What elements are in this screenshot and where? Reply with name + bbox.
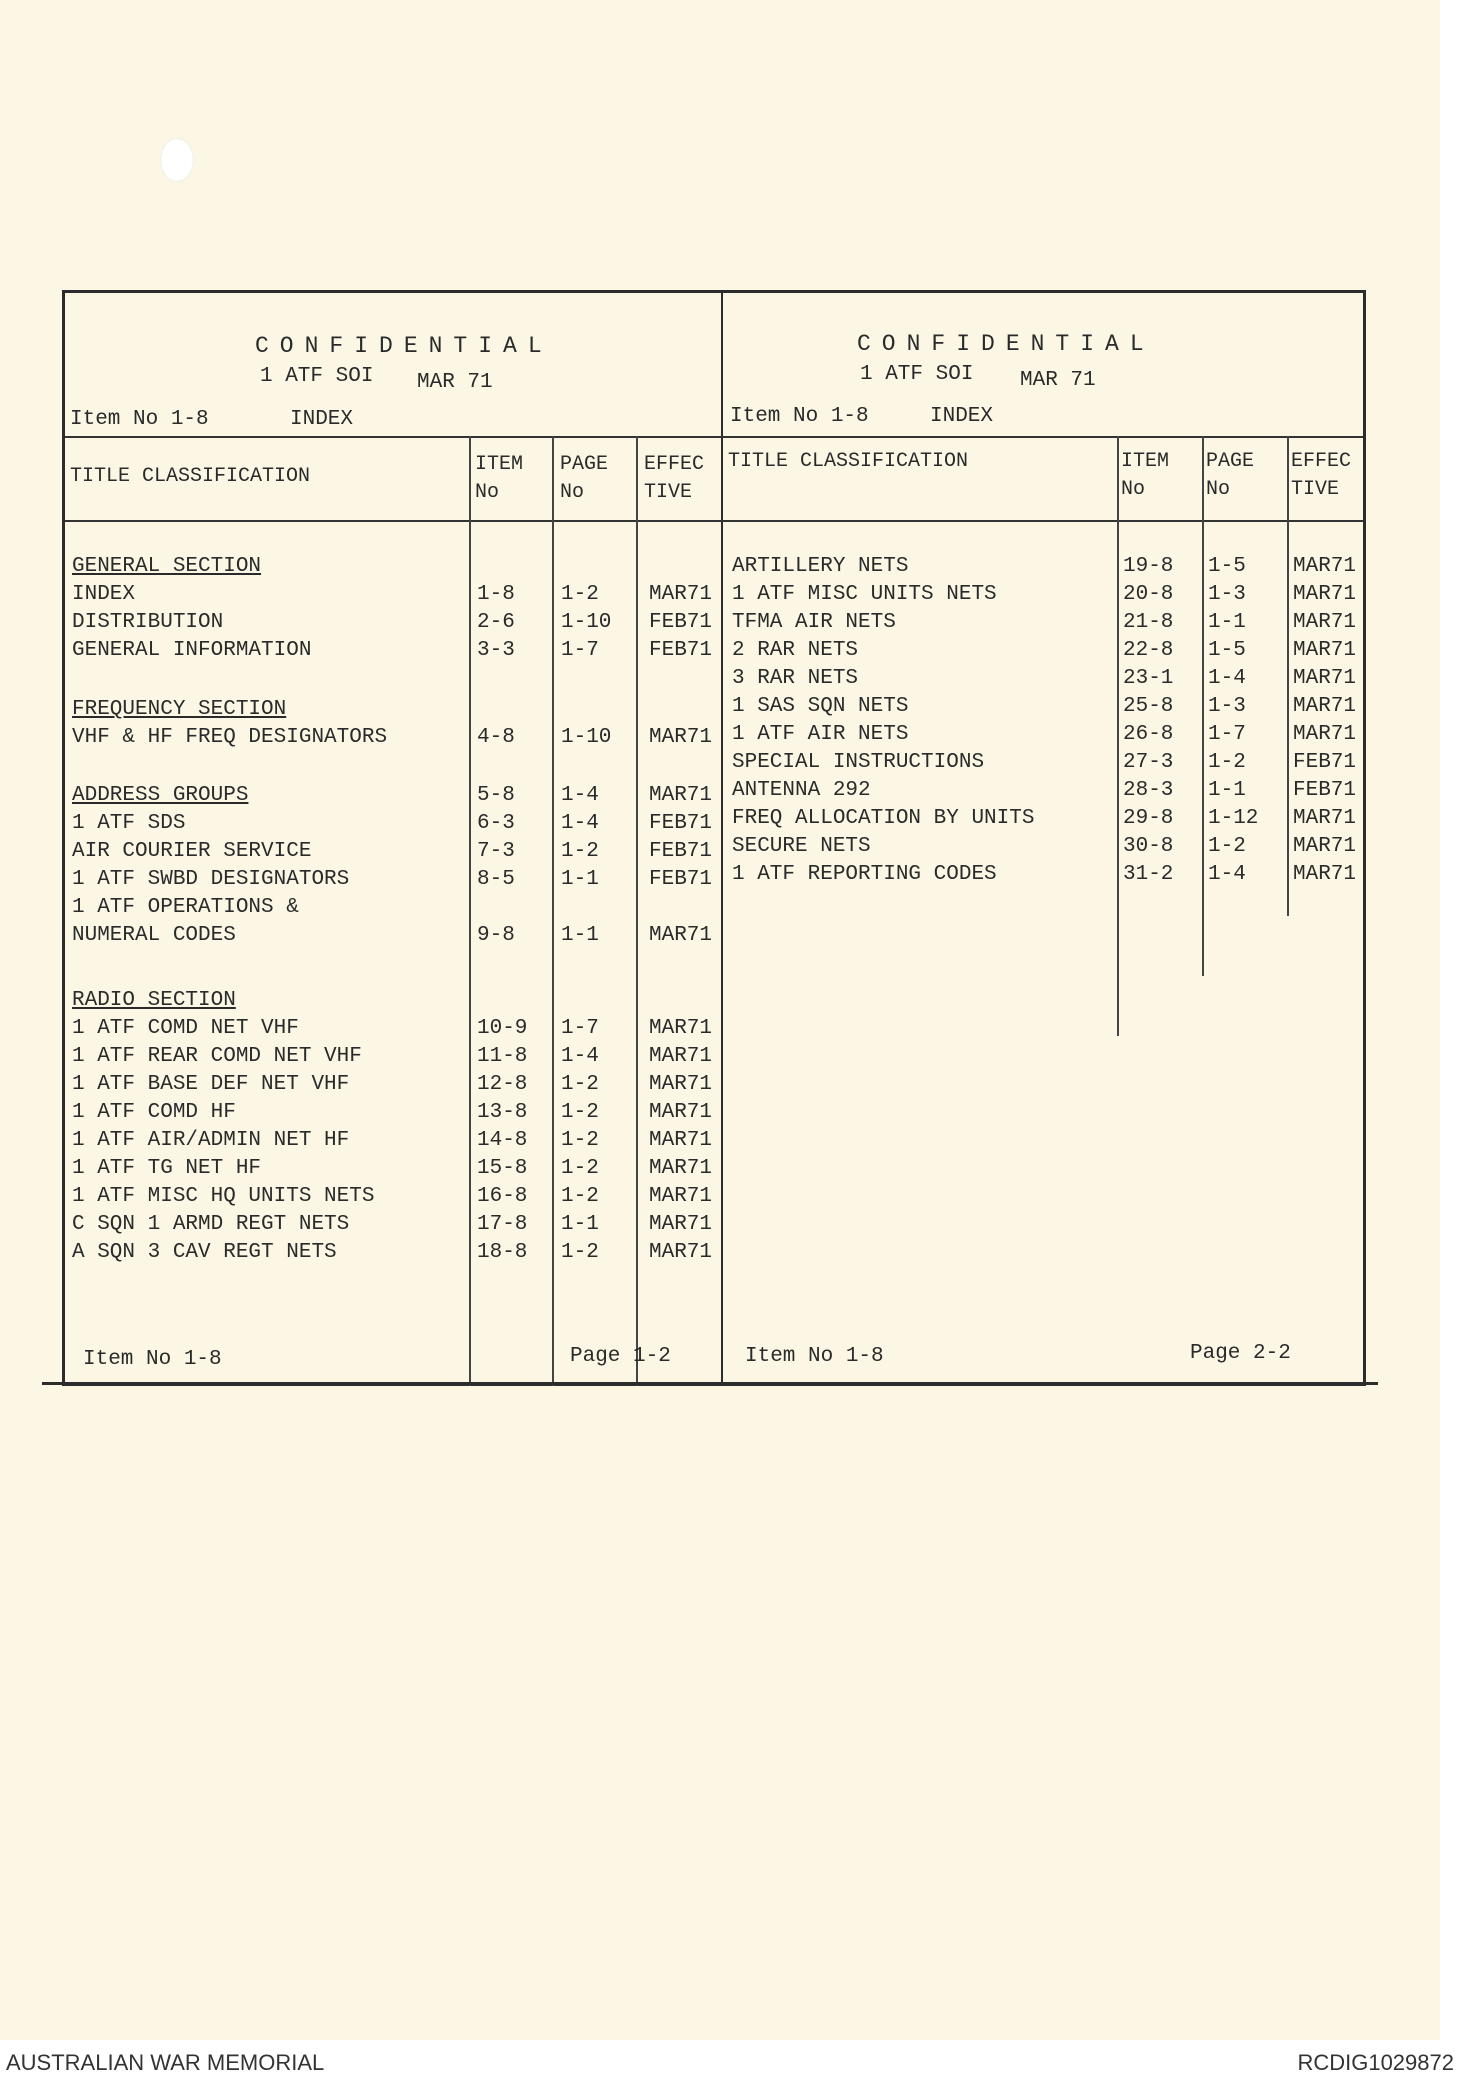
- row-page: 1-1: [1208, 779, 1246, 802]
- table-row: [65, 555, 1363, 583]
- row-item: 20-8: [1123, 583, 1174, 606]
- right-index-label: INDEX: [930, 405, 994, 428]
- row-eff: MAR71: [649, 924, 713, 947]
- row-title: 1 SAS SQN NETS: [732, 695, 909, 718]
- row-title: FREQ ALLOCATION BY UNITS: [732, 807, 1035, 830]
- row-page: 1-5: [1208, 639, 1246, 662]
- table-row: [65, 896, 1363, 924]
- row-eff: FEB71: [1293, 779, 1357, 802]
- row-page: 1-1: [561, 868, 599, 891]
- row-item: 9-8: [477, 924, 515, 947]
- row-page: 1-1: [561, 924, 599, 947]
- row-item: 5-8: [477, 784, 515, 807]
- row-title: 1 ATF REPORTING CODES: [732, 863, 997, 886]
- row-title: SECURE NETS: [732, 835, 871, 858]
- row-eff: MAR71: [649, 1045, 713, 1068]
- row-title: 1 ATF SWBD DESIGNATORS: [72, 868, 350, 891]
- row-title: 1 ATF AIR/ADMIN NET HF: [72, 1129, 350, 1152]
- row-item: 11-8: [477, 1045, 528, 1068]
- right-col-page-header: PAGE No: [1206, 450, 1255, 501]
- row-eff: FEB71: [649, 812, 713, 835]
- row-title: 1 ATF MISC UNITS NETS: [732, 583, 997, 606]
- row-eff: MAR71: [649, 1213, 713, 1236]
- row-title: 1 ATF OPERATIONS &: [72, 896, 299, 919]
- row-page: 1-2: [561, 583, 599, 606]
- row-item: 21-8: [1123, 611, 1174, 634]
- row-item: 17-8: [477, 1213, 528, 1236]
- row-eff: MAR71: [1293, 723, 1357, 746]
- row-title: GENERAL INFORMATION: [72, 639, 312, 662]
- row-eff: MAR71: [649, 1101, 713, 1124]
- table-row: [65, 611, 1363, 639]
- row-item: 30-8: [1123, 835, 1174, 858]
- row-page: 1-12: [1208, 807, 1259, 830]
- row-eff: MAR71: [649, 726, 713, 749]
- punch-hole: [160, 138, 194, 182]
- row-eff: MAR71: [1293, 807, 1357, 830]
- row-item: 8-5: [477, 868, 515, 891]
- row-page: 1-10: [561, 611, 612, 634]
- right-footer-page: Page 2-2: [1190, 1342, 1291, 1365]
- header-rule: [65, 436, 1363, 438]
- row-title: VHF & HF FREQ DESIGNATORS: [72, 726, 388, 749]
- row-page: 1-2: [561, 1073, 599, 1096]
- row-eff: MAR71: [649, 1185, 713, 1208]
- row-item: 12-8: [477, 1073, 528, 1096]
- row-page: 1-3: [1208, 583, 1246, 606]
- table-row: [65, 1129, 1363, 1157]
- row-title: DISTRIBUTION: [72, 611, 224, 634]
- row-eff: FEB71: [649, 611, 713, 634]
- column-header-rule: [65, 520, 1363, 522]
- table-row: [65, 639, 1363, 667]
- table-row: [65, 1017, 1363, 1045]
- row-eff: MAR71: [649, 1157, 713, 1180]
- table-row: [65, 989, 1363, 1017]
- table-row: [65, 1241, 1363, 1269]
- row-item: 19-8: [1123, 555, 1174, 578]
- table-row: [65, 835, 1363, 863]
- left-col-effective-header: EFFEC TIVE: [644, 453, 705, 504]
- row-title: 1 ATF COMD NET VHF: [72, 1017, 299, 1040]
- row-page: 1-2: [561, 1101, 599, 1124]
- left-footer-item: Item No 1-8: [83, 1348, 222, 1371]
- row-page: 1-3: [1208, 695, 1246, 718]
- row-item: 10-9: [477, 1017, 528, 1040]
- archive-footer: [0, 2040, 1464, 2082]
- row-title: AIR COURIER SERVICE: [72, 840, 312, 863]
- archive-ref: RCDIG1029872: [1297, 2050, 1454, 2075]
- row-eff: MAR71: [1293, 863, 1357, 886]
- table-row: [65, 751, 1363, 779]
- row-page: 1-10: [561, 726, 612, 749]
- row-title: 3 RAR NETS: [732, 667, 859, 690]
- row-eff: MAR71: [649, 1017, 713, 1040]
- right-subtitle: 1 ATF SOI: [860, 363, 974, 386]
- row-eff: MAR71: [649, 1073, 713, 1096]
- row-item: 3-3: [477, 639, 515, 662]
- table-row: [65, 779, 1363, 807]
- row-item: 16-8: [477, 1185, 528, 1208]
- row-title: 1 ATF BASE DEF NET VHF: [72, 1073, 350, 1096]
- row-eff: MAR71: [1293, 695, 1357, 718]
- row-eff: MAR71: [649, 1129, 713, 1152]
- row-eff: MAR71: [1293, 583, 1357, 606]
- row-page: 1-4: [561, 784, 599, 807]
- table-row: [65, 583, 1363, 611]
- row-eff: FEB71: [649, 868, 713, 891]
- section-heading: ADDRESS GROUPS: [72, 784, 249, 807]
- row-eff: MAR71: [1293, 667, 1357, 690]
- row-page: 1-7: [561, 639, 599, 662]
- row-title: 2 RAR NETS: [732, 639, 859, 662]
- right-col-title-header: TITLE CLASSIFICATION: [728, 450, 969, 473]
- row-eff: MAR71: [649, 1241, 713, 1264]
- row-page: 1-4: [561, 812, 599, 835]
- row-eff: MAR71: [1293, 639, 1357, 662]
- row-page: 1-2: [561, 1157, 599, 1180]
- row-title: A SQN 3 CAV REGT NETS: [72, 1241, 337, 1264]
- row-eff: MAR71: [649, 784, 713, 807]
- row-page: 1-2: [1208, 751, 1246, 774]
- row-page: 1-4: [1208, 863, 1246, 886]
- row-item: 1-8: [477, 583, 515, 606]
- section-heading: GENERAL SECTION: [72, 555, 262, 578]
- table-row: [65, 723, 1363, 751]
- row-item: 18-8: [477, 1241, 528, 1264]
- row-page: 1-1: [1208, 611, 1246, 634]
- table-row: [65, 1045, 1363, 1073]
- table-row: [65, 807, 1363, 835]
- row-item: 2-6: [477, 611, 515, 634]
- row-eff: FEB71: [1293, 751, 1357, 774]
- row-title: INDEX: [72, 583, 136, 606]
- table-row: [65, 695, 1363, 723]
- row-item: 28-3: [1123, 779, 1174, 802]
- row-item: 23-1: [1123, 667, 1174, 690]
- row-title: 1 ATF MISC HQ UNITS NETS: [72, 1185, 375, 1208]
- row-item: 15-8: [477, 1157, 528, 1180]
- row-page: 1-4: [1208, 667, 1246, 690]
- table-row: [65, 1101, 1363, 1129]
- row-page: 1-2: [561, 840, 599, 863]
- row-page: 1-2: [561, 1129, 599, 1152]
- archive-source: AUSTRALIAN WAR MEMORIAL: [6, 2050, 325, 2075]
- row-item: 7-3: [477, 840, 515, 863]
- table-row: [65, 1213, 1363, 1241]
- right-col-effective-header: EFFEC TIVE: [1291, 450, 1352, 501]
- table-row: [65, 924, 1363, 952]
- left-item-ref: Item No 1-8: [70, 408, 209, 431]
- row-eff: FEB71: [649, 840, 713, 863]
- left-index-label: INDEX: [290, 408, 354, 431]
- row-page: 1-2: [1208, 835, 1246, 858]
- row-item: 25-8: [1123, 695, 1174, 718]
- row-item: 29-8: [1123, 807, 1174, 830]
- row-title: 1 ATF AIR NETS: [732, 723, 909, 746]
- table-row: [65, 1157, 1363, 1185]
- section-heading: RADIO SECTION: [72, 989, 236, 1012]
- row-title: 1 ATF TG NET HF: [72, 1157, 262, 1180]
- row-item: 27-3: [1123, 751, 1174, 774]
- left-col-item-header: ITEM No: [475, 453, 524, 504]
- left-confidential: CONFIDENTIAL: [255, 333, 553, 359]
- row-page: 1-2: [561, 1241, 599, 1264]
- right-col-item-header: ITEM No: [1121, 450, 1170, 501]
- right-date: MAR 71: [1020, 369, 1096, 392]
- row-title: TFMA AIR NETS: [732, 611, 896, 634]
- row-page: 1-5: [1208, 555, 1246, 578]
- section-heading: FREQUENCY SECTION: [72, 698, 287, 721]
- bottom-rule: [42, 1382, 1378, 1385]
- row-title: 1 ATF COMD HF: [72, 1101, 236, 1124]
- left-date: MAR 71: [417, 371, 493, 394]
- row-title: C SQN 1 ARMD REGT NETS: [72, 1213, 350, 1236]
- row-item: 31-2: [1123, 863, 1174, 886]
- row-title: NUMERAL CODES: [72, 924, 236, 947]
- row-page: 1-1: [561, 1213, 599, 1236]
- row-eff: MAR71: [1293, 611, 1357, 634]
- row-eff: MAR71: [649, 583, 713, 606]
- left-col-title-header: TITLE CLASSIFICATION: [70, 465, 311, 488]
- row-item: 26-8: [1123, 723, 1174, 746]
- row-page: 1-7: [1208, 723, 1246, 746]
- index-table: [62, 290, 1366, 1386]
- row-eff: MAR71: [1293, 835, 1357, 858]
- row-page: 1-4: [561, 1045, 599, 1068]
- row-item: 14-8: [477, 1129, 528, 1152]
- table-row: [65, 1073, 1363, 1101]
- right-confidential: CONFIDENTIAL: [857, 331, 1155, 357]
- row-item: 22-8: [1123, 639, 1174, 662]
- row-title: 1 ATF REAR COMD NET VHF: [72, 1045, 362, 1068]
- row-title: ANTENNA 292: [732, 779, 871, 802]
- row-title: SPECIAL INSTRUCTIONS: [732, 751, 985, 774]
- row-eff: FEB71: [649, 639, 713, 662]
- table-row: [65, 863, 1363, 891]
- row-eff: MAR71: [1293, 555, 1357, 578]
- row-item: 13-8: [477, 1101, 528, 1124]
- left-subtitle: 1 ATF SOI: [260, 365, 374, 388]
- row-title: 1 ATF SDS: [72, 812, 186, 835]
- row-item: 4-8: [477, 726, 515, 749]
- left-footer-page: Page 1-2: [570, 1345, 671, 1368]
- right-footer-item: Item No 1-8: [745, 1345, 884, 1368]
- right-item-ref: Item No 1-8: [730, 405, 869, 428]
- row-page: 1-2: [561, 1185, 599, 1208]
- table-row: [65, 667, 1363, 695]
- row-title: ARTILLERY NETS: [732, 555, 909, 578]
- left-col-page-header: PAGE No: [560, 453, 609, 504]
- row-item: 6-3: [477, 812, 515, 835]
- table-row: [65, 1185, 1363, 1213]
- row-page: 1-7: [561, 1017, 599, 1040]
